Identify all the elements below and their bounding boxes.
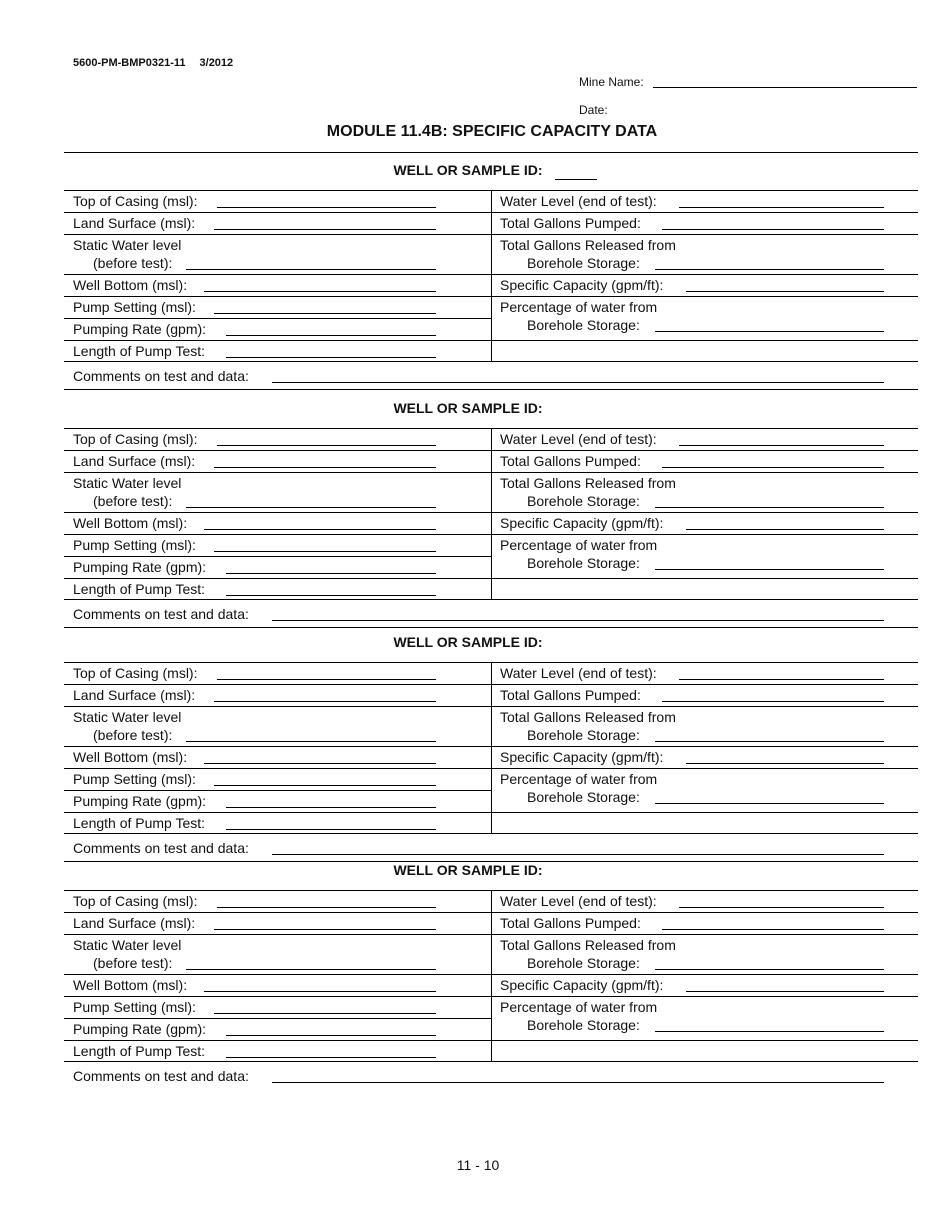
well-4-total-gallons-pumped-field[interactable] [662,929,884,930]
well-1-column-divider [491,190,492,361]
page-number: 11 - 10 [456,1157,500,1173]
form-date: 3/2012 [199,57,234,69]
well-2-rule-row7 [64,599,918,600]
well-2-land-surface-field[interactable] [214,467,436,468]
well-3-pumping-rate-label: Pumping Rate (gpm): [73,793,207,809]
well-2-length-pump-test-label: Length of Pump Test: [73,581,206,597]
well-2-column-divider [491,428,492,599]
mine-name-label: Mine Name: [579,75,644,89]
well-3-well-bottom-field[interactable] [204,763,436,764]
well-1-percentage-borehole-label: Borehole Storage: [527,317,640,333]
well-4-water-level-end-field[interactable] [679,907,884,908]
well-3-total-gallons-pumped-label: Total Gallons Pumped: [500,687,641,703]
well-4-pump-setting-field[interactable] [214,1013,436,1014]
well-3-percentage-borehole-label: Borehole Storage: [527,789,640,805]
well-3-comments-label: Comments on test and data: [73,840,249,856]
well-3-water-level-end-field[interactable] [679,679,884,680]
well-1-well-bottom-label: Well Bottom (msl): [73,277,188,293]
well-3-total-released-field[interactable] [655,741,884,742]
well-3-percentage-water-label: Percentage of water from [500,771,658,787]
well-1-static-water-label: Static Water level [73,237,182,253]
well-1-comments-field[interactable] [272,382,884,383]
well-2-rule-bottom [64,627,918,628]
well-4-percentage-water-label: Percentage of water from [500,999,658,1015]
well-1-static-water-field[interactable] [186,269,436,270]
well-2-total-gallons-pumped-label: Total Gallons Pumped: [500,453,641,469]
form-code [73,57,233,69]
well-1-pump-setting-field[interactable] [214,313,436,314]
well-3-static-water-label: Static Water level [73,709,182,725]
well-3-total-gallons-pumped-field[interactable] [662,701,884,702]
well-2-pumping-rate-label: Pumping Rate (gpm): [73,559,207,575]
well-2-percentage-borehole-label: Borehole Storage: [527,555,640,571]
well-4-rule-left-row5 [64,1018,491,1019]
well-1-pumping-rate-label: Pumping Rate (gpm): [73,321,207,337]
well-4-percentage-water-field[interactable] [655,1031,884,1032]
well-3-pumping-rate-field[interactable] [226,807,436,808]
well-2-water-level-end-field[interactable] [679,445,884,446]
well-4-length-pump-test-label: Length of Pump Test: [73,1043,206,1059]
well-2-top-of-casing-field[interactable] [217,445,436,446]
well-4-well-sample-id-label: WELL OR SAMPLE ID: [393,862,543,878]
well-3-total-released-label: Total Gallons Released from [500,709,676,725]
well-2-pump-setting-field[interactable] [214,551,436,552]
well-1-total-released-field[interactable] [655,269,884,270]
well-3-comments-field[interactable] [272,854,884,855]
well-1-top-of-casing-label: Top of Casing (msl): [73,193,198,209]
well-2-well-sample-id-label: WELL OR SAMPLE ID: [393,400,543,416]
well-4-total-released-field[interactable] [655,969,884,970]
well-1-specific-capacity-field[interactable] [686,291,884,292]
well-4-well-bottom-label: Well Bottom (msl): [73,977,188,993]
well-3-static-water-field[interactable] [186,741,436,742]
well-2-static-water-before-label: (before test): [93,493,173,509]
well-3-length-pump-test-field[interactable] [226,829,436,830]
page-title: MODULE 11.4B: SPECIFIC CAPACITY DATA [326,123,658,140]
well-2-well-bottom-label: Well Bottom (msl): [73,515,188,531]
well-4-top-of-casing-field[interactable] [217,907,436,908]
well-2-total-released-borehole-label: Borehole Storage: [527,493,640,509]
well-4-total-released-borehole-label: Borehole Storage: [527,955,640,971]
well-1-length-pump-test-label: Length of Pump Test: [73,343,206,359]
well-2-static-water-label: Static Water level [73,475,182,491]
well-3-column-divider [491,662,492,833]
well-2-comments-label: Comments on test and data: [73,606,249,622]
well-4-land-surface-field[interactable] [214,929,436,930]
well-3-well-bottom-label: Well Bottom (msl): [73,749,188,765]
well-3-well-sample-id-label: WELL OR SAMPLE ID: [393,634,543,650]
well-1-top-of-casing-field[interactable] [217,207,436,208]
well-1-pumping-rate-field[interactable] [226,335,436,336]
well-3-water-level-end-label: Water Level (end of test): [500,665,657,681]
well-4-total-released-label: Total Gallons Released from [500,937,676,953]
well-1-land-surface-label: Land Surface (msl): [73,215,196,231]
well-2-total-released-label: Total Gallons Released from [500,475,676,491]
well-1-well-id-field[interactable] [555,179,597,180]
title-rule [64,152,918,153]
well-1-total-gallons-pumped-label: Total Gallons Pumped: [500,215,641,231]
well-1-percentage-water-label: Percentage of water from [500,299,658,315]
mine-name-field[interactable] [653,87,917,88]
well-1-water-level-end-label: Water Level (end of test): [500,193,657,209]
well-3-total-released-borehole-label: Borehole Storage: [527,727,640,743]
well-1-rule-bottom [64,389,918,390]
well-4-water-level-end-label: Water Level (end of test): [500,893,657,909]
well-2-pumping-rate-field[interactable] [226,573,436,574]
well-4-column-divider [491,890,492,1061]
well-1-total-gallons-pumped-field[interactable] [662,229,884,230]
well-4-top-of-casing-label: Top of Casing (msl): [73,893,198,909]
well-2-percentage-water-field[interactable] [655,569,884,570]
well-3-length-pump-test-label: Length of Pump Test: [73,815,206,831]
well-4-well-bottom-field[interactable] [204,991,436,992]
well-3-top-of-casing-label: Top of Casing (msl): [73,665,198,681]
well-3-top-of-casing-field[interactable] [217,679,436,680]
well-2-total-gallons-pumped-field[interactable] [662,467,884,468]
well-4-pumping-rate-label: Pumping Rate (gpm): [73,1021,207,1037]
well-2-static-water-field[interactable] [186,507,436,508]
well-2-well-bottom-field[interactable] [204,529,436,530]
well-2-water-level-end-label: Water Level (end of test): [500,431,657,447]
well-4-pumping-rate-field[interactable] [226,1035,436,1036]
well-2-length-pump-test-field[interactable] [226,595,436,596]
well-4-pump-setting-label: Pump Setting (msl): [73,999,196,1015]
well-3-land-surface-field[interactable] [214,701,436,702]
well-2-land-surface-label: Land Surface (msl): [73,453,196,469]
well-4-static-water-before-label: (before test): [93,955,173,971]
well-3-percentage-water-field[interactable] [655,803,884,804]
well-2-percentage-water-label: Percentage of water from [500,537,658,553]
well-1-rule-row7 [64,361,918,362]
well-1-static-water-before-label: (before test): [93,255,173,271]
well-1-total-released-label: Total Gallons Released from [500,237,676,253]
well-2-pump-setting-label: Pump Setting (msl): [73,537,196,553]
well-4-total-gallons-pumped-label: Total Gallons Pumped: [500,915,641,931]
well-4-static-water-label: Static Water level [73,937,182,953]
date-label: Date: [579,103,608,117]
well-2-total-released-field[interactable] [655,507,884,508]
well-3-specific-capacity-label: Specific Capacity (gpm/ft): [500,749,664,765]
well-4-comments-label: Comments on test and data: [73,1068,249,1084]
well-4-rule-row7 [64,1061,918,1062]
well-3-rule-row7 [64,833,918,834]
well-4-length-pump-test-field[interactable] [226,1057,436,1058]
well-3-rule-left-row5 [64,790,491,791]
well-1-percentage-water-field[interactable] [655,331,884,332]
well-4-specific-capacity-label: Specific Capacity (gpm/ft): [500,977,664,993]
well-1-specific-capacity-label: Specific Capacity (gpm/ft): [500,277,664,293]
well-1-well-bottom-field[interactable] [204,291,436,292]
well-3-static-water-before-label: (before test): [93,727,173,743]
well-3-pump-setting-field[interactable] [214,785,436,786]
well-1-length-pump-test-field[interactable] [226,357,436,358]
well-1-comments-label: Comments on test and data: [73,368,249,384]
well-3-land-surface-label: Land Surface (msl): [73,687,196,703]
well-4-percentage-borehole-label: Borehole Storage: [527,1017,640,1033]
well-3-specific-capacity-field[interactable] [686,763,884,764]
well-2-top-of-casing-label: Top of Casing (msl): [73,431,198,447]
well-4-comments-field[interactable] [272,1082,884,1083]
well-1-rule-left-row5 [64,318,491,319]
well-1-well-sample-id-label: WELL OR SAMPLE ID: [393,162,543,178]
well-4-static-water-field[interactable] [186,969,436,970]
form-code-number: 5600-PM-BMP0321-11 [73,57,186,69]
well-2-specific-capacity-label: Specific Capacity (gpm/ft): [500,515,664,531]
well-2-specific-capacity-field[interactable] [686,529,884,530]
well-1-land-surface-field[interactable] [214,229,436,230]
well-1-total-released-borehole-label: Borehole Storage: [527,255,640,271]
well-2-comments-field[interactable] [272,620,884,621]
well-4-specific-capacity-field[interactable] [686,991,884,992]
well-2-rule-left-row5 [64,556,491,557]
well-1-pump-setting-label: Pump Setting (msl): [73,299,196,315]
well-1-water-level-end-field[interactable] [679,207,884,208]
well-3-pump-setting-label: Pump Setting (msl): [73,771,196,787]
well-4-land-surface-label: Land Surface (msl): [73,915,196,931]
